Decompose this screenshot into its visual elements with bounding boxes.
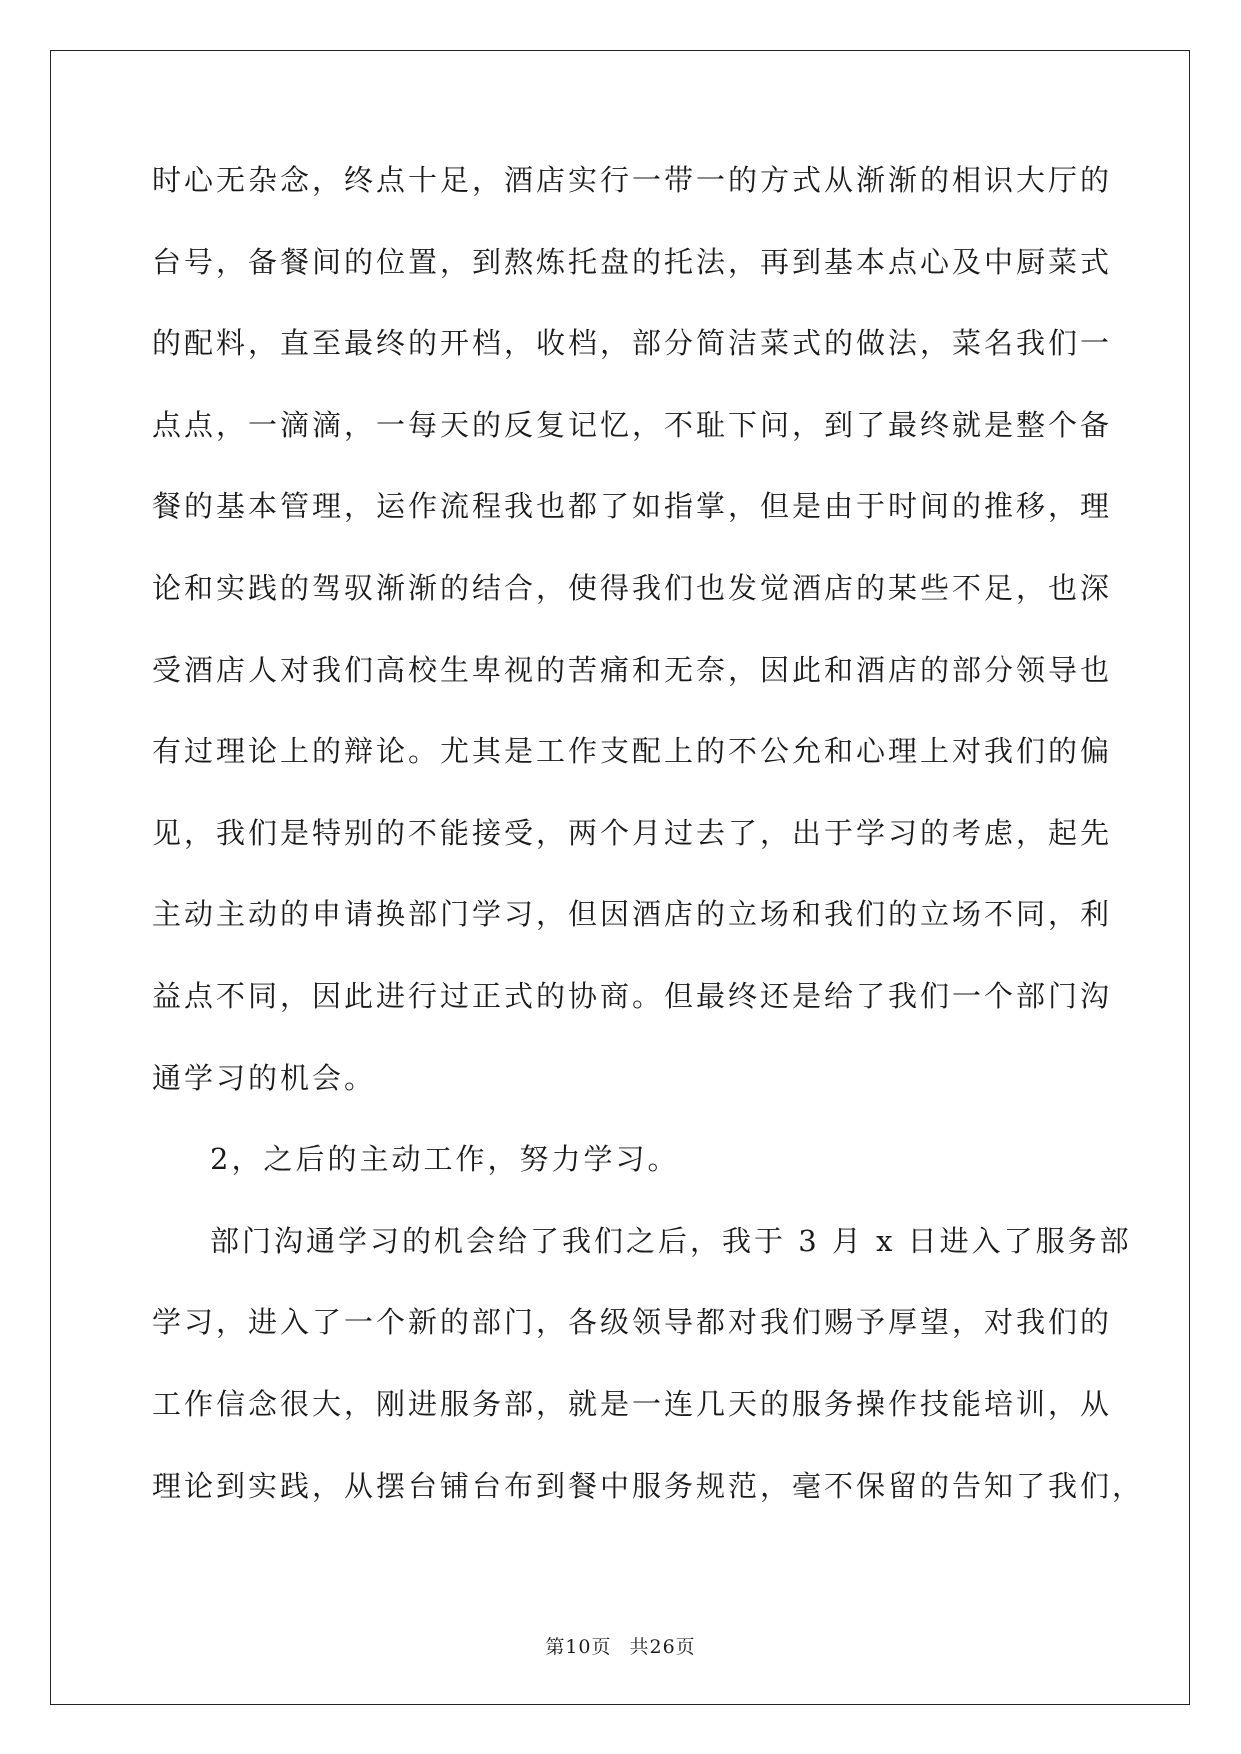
body-line: 益点不同，因此进行过正式的协商。但最终还是给了我们一个部门沟	[152, 978, 1113, 1013]
body-line: 理论到实践，从摆台铺台布到餐中服务规范，毫不保留的告知了我们，	[152, 1468, 1145, 1503]
page-total: 共26页	[629, 1636, 696, 1658]
section-heading: 2，之后的主动工作，努力学习。	[210, 1142, 680, 1177]
body-line: 点点，一滴滴，一每天的反复记忆，不耻下问，到了最终就是整个备	[152, 407, 1113, 442]
body-line: 学习，进入了一个新的部门，各级领导都对我们赐予厚望，对我们的	[152, 1305, 1113, 1340]
paragraph-start-line: 部门沟通学习的机会给了我们之后，我于 3 月 x 日进入了服务部	[210, 1223, 1132, 1258]
body-line: 工作信念很大，刚进服务部，就是一连几天的服务操作技能培训，从	[152, 1386, 1113, 1421]
body-line: 通学习的机会。	[152, 1060, 377, 1095]
page-footer	[0, 1632, 1241, 1659]
body-line: 台号，备餐间的位置，到熬炼托盘的托法，再到基本点心及中厨菜式	[152, 244, 1113, 279]
document-body	[152, 162, 1145, 1549]
page-number: 第10页	[545, 1636, 612, 1658]
body-line: 餐的基本管理，运作流程我也都了如指掌，但是由于时间的推移，理	[152, 489, 1113, 524]
body-line: 见，我们是特别的不能接受，两个月过去了，出于学习的考虑，起先	[152, 815, 1113, 850]
body-line: 主动主动的申请换部门学习，但因酒店的立场和我们的立场不同，利	[152, 897, 1113, 932]
body-line: 有过理论上的辩论。尤其是工作支配上的不公允和心理上对我们的偏	[152, 734, 1113, 769]
body-line: 论和实践的驾驭渐渐的结合，使得我们也发觉酒店的某些不足，也深	[152, 570, 1113, 605]
body-line: 的配料，直至最终的开档，收档，部分简洁菜式的做法，菜名我们一	[152, 326, 1113, 361]
body-line: 时心无杂念，终点十足，酒店实行一带一的方式从渐渐的相识大厅的	[152, 163, 1113, 197]
body-line: 受酒店人对我们高校生卑视的苦痛和无奈，因此和酒店的部分领导也	[152, 652, 1113, 687]
